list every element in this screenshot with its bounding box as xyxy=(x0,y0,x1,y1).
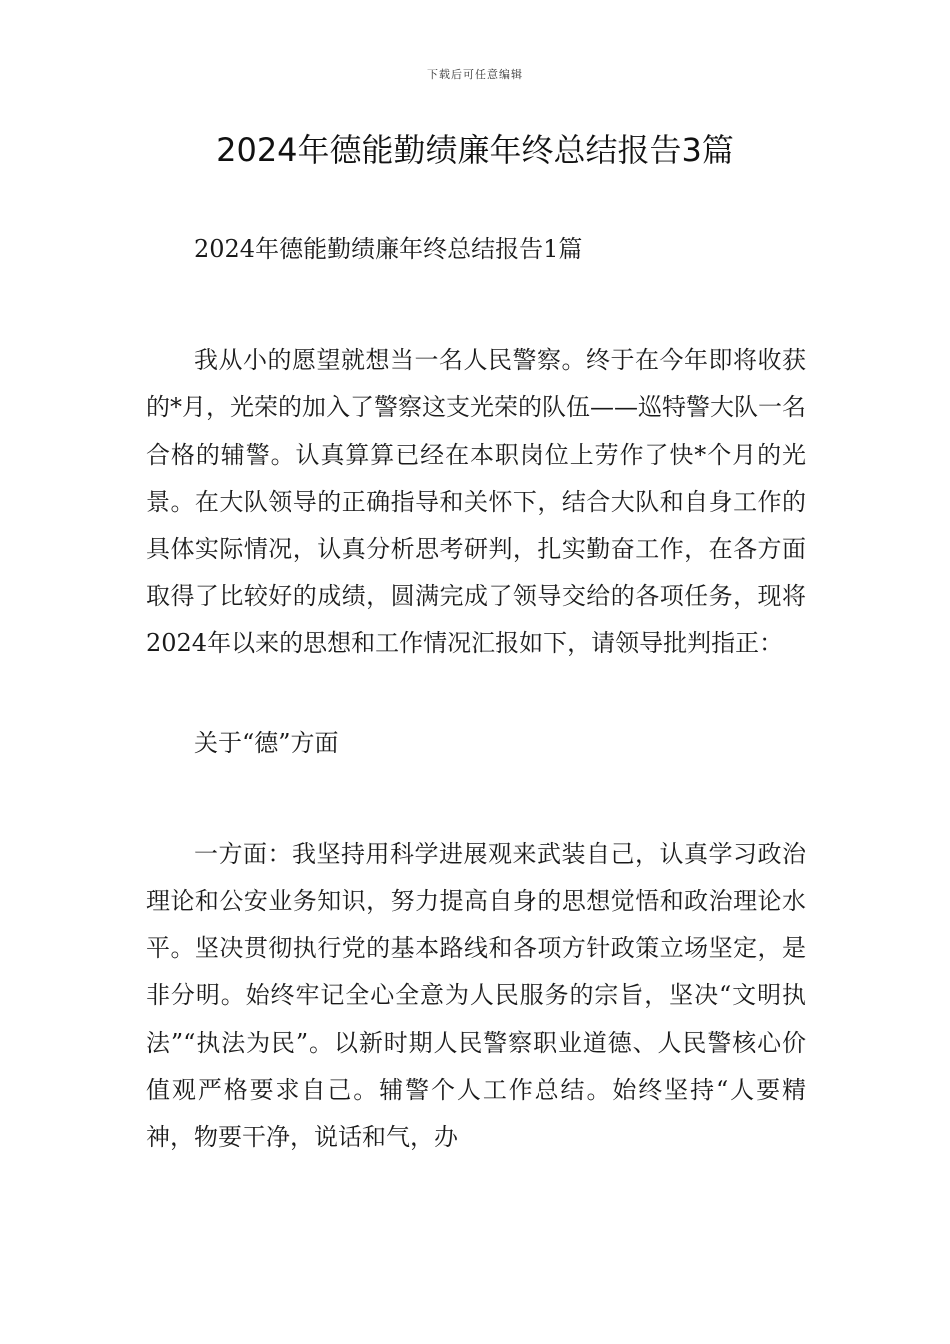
paragraph-intro: 我从小的愿望就想当一名人民警察。终于在今年即将收获的*月，光荣的加入了警察这支光荣的队伍——巡特警大队一名合格的辅警。认真算算已经在本职岗位上劳作了快*个月的光景。在大队领导的正确指导和关怀下，结合大队和自身工作的具体实际情况，认真分析思考研判，扎实勤奋工作，在各方面取得了比较好的成绩，圆满完成了领导交给的各项任务，现将2024年以来的思想和工作情况汇报如下，请领导批判指正： xyxy=(146,346,806,658)
document-title: 2024年德能勤绩廉年终总结报告3篇 xyxy=(216,131,734,169)
header-note: 下载后可任意编辑 xyxy=(427,68,523,81)
section-subtitle: 2024年德能勤绩廉年终总结报告1篇 xyxy=(194,235,583,263)
document-body xyxy=(146,226,806,1161)
section-heading-de: 关于“德”方面 xyxy=(194,728,339,757)
paragraph-de-first: 一方面：我坚持用科学进展观来武装自己，认真学习政治理论和公安业务知识，努力提高自身的思想觉悟和政治理论水平。坚决贯彻执行党的基本路线和各项方针政策立场坚定，是非分明。始终牢记全心全意为人民服务的宗旨，坚决“文明执法”“执法为民”。以新时期人民警察职业道德、人民警核心价值观严格要求自己。辅警个人工作总结。始终坚持“人要精神，物要干净，说话和气，办 xyxy=(146,839,806,1152)
